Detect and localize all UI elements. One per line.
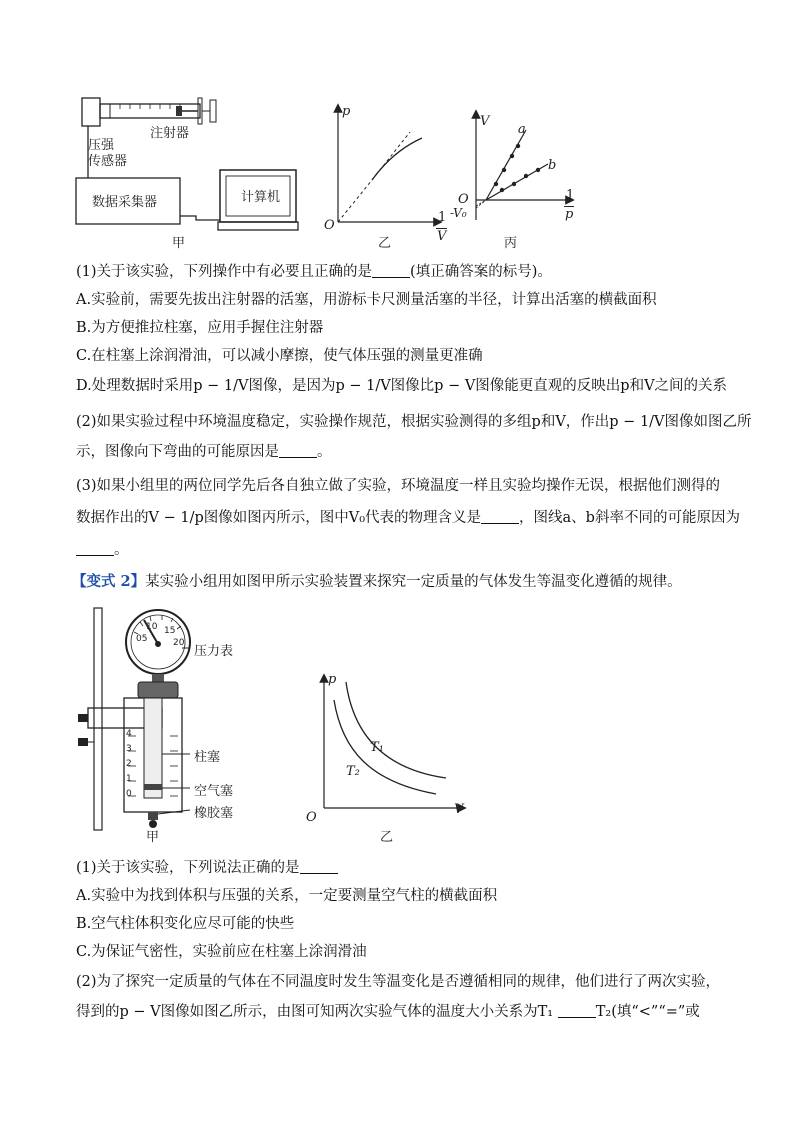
variant2-q2-line2: [76, 1002, 746, 1022]
q3-line2b: ，图线a、b斜率不同的可能原因为: [519, 510, 740, 526]
q3-line1: (3)如果小组里的两位同学先后各自独立做了实验，环境温度一样且实验均操作无误，根据他们测得的: [76, 478, 721, 494]
q3-line3: [76, 540, 746, 560]
q2-line2: [76, 442, 746, 462]
caption-variant2-jia: 甲: [146, 830, 160, 845]
q1-stem: [76, 262, 746, 282]
variant2-q1-text: (1)关于该实验，下列说法正确的是: [76, 860, 300, 876]
yi-x-axis-den: V: [437, 229, 447, 244]
dial-05: 05: [136, 634, 148, 644]
figure-jia-apparatus: [70, 92, 310, 252]
scale-2-left: 2: [126, 759, 132, 769]
q2-answer-blank: [279, 443, 317, 458]
air-label: 空气塞: [194, 784, 234, 799]
gauge-label: 压力表: [194, 644, 234, 659]
variant2-yi-v-axis: V: [454, 802, 464, 817]
caption-variant2-yi: 乙: [380, 830, 394, 845]
collector-label: 数据采集器: [92, 195, 158, 210]
q1-option-b: B.为方便推拉柱塞，应用手握住注射器: [76, 320, 324, 336]
q1-option-c: C.在柱塞上涂润滑油，可以减小摩擦，使气体压强的测量更准确: [76, 348, 483, 364]
q2-end: 。: [317, 444, 332, 460]
q1-option-a: A.实验前，需要先拔出注射器的活塞，用游标卡尺测量活塞的半径，计算出活塞的横截面积: [76, 292, 657, 308]
scale-1-left: 1: [126, 774, 132, 784]
bing-line-a-label: a: [518, 122, 526, 137]
variant2-q2-blank: [558, 1003, 596, 1018]
variant2-yi-origin: O: [306, 810, 317, 825]
variant2-option-a: A.实验中为找到体积与压强的关系，一定要测量空气柱的横截面积: [76, 888, 498, 904]
computer-label: 计算机: [241, 190, 281, 205]
bing-y-axis-label: V: [480, 114, 490, 129]
variant2-q1-blank: [300, 859, 338, 874]
bing-x-axis-den: p: [565, 207, 574, 222]
bing-line-b-label: b: [548, 158, 557, 173]
q3-line2: [76, 508, 746, 528]
variant2-q2-line2a: 得到的p − V图像如图乙所示，由图可知两次实验气体的温度大小关系为T₁: [76, 1004, 554, 1020]
q1-tail: (填正确答案的标号)。: [410, 264, 552, 280]
bing-origin: O: [458, 192, 469, 207]
yi-x-axis-num: 1: [438, 210, 447, 225]
dial-10: 10: [146, 622, 158, 632]
variant2-yi-t1: T₁: [370, 740, 384, 755]
variant2-option-c: C.为保证气密性，实验前应在柱塞上涂润滑油: [76, 944, 367, 960]
caption-jia: 甲: [172, 236, 186, 251]
bing-v0-label: -V₀: [450, 206, 467, 220]
syringe-label: 注射器: [150, 126, 190, 141]
variant2-q2-line2b: T₂(填“<”“=”或: [595, 1004, 700, 1020]
figure-variant2-jia: [74, 604, 254, 834]
bing-x-axis-num: 1: [566, 188, 575, 203]
figure-yi-p-1V: [318, 96, 448, 236]
dial-20: 20: [173, 638, 185, 648]
q3-line2a: 数据作出的V − 1/p图像如图丙所示，图中V₀代表的物理含义是: [76, 510, 482, 526]
variant2-tag: 【变式 2】: [72, 573, 146, 590]
q1-option-d: D.处理数据时采用p − 1/V图像，是因为p − 1/V图像比p − V图像能更直观的反映出p和V之间的关系: [76, 378, 728, 394]
yi-origin: O: [324, 218, 335, 233]
yi-y-axis-label: p: [342, 104, 351, 119]
variant2-q1: [76, 858, 746, 878]
variant2-intro: [72, 572, 742, 592]
dial-15: 15: [164, 626, 176, 636]
q2-line1: (2)如果实验过程中环境温度稳定，实验操作规范，根据实验测得的多组p和V，作出p − 1/V图像如图乙所: [76, 414, 752, 430]
q1-answer-blank: [372, 263, 410, 278]
variant2-yi-t2: T₂: [346, 764, 360, 779]
variant2-intro-text: 某实验小组用如图甲所示实验装置来探究一定质量的气体发生等温变化遵循的规律。: [145, 574, 682, 590]
q1-text: (1)关于该实验，下列操作中有必要且正确的是: [76, 264, 373, 280]
q3-blank-2: [76, 541, 114, 556]
variant2-yi-p-axis: p: [328, 672, 337, 687]
q3-blank-1: [481, 509, 519, 524]
plunger-label: 柱塞: [194, 750, 221, 765]
scale-4-left: 4: [126, 729, 132, 739]
variant2-option-b: B.空气柱体积变化应尽可能的快些: [76, 916, 295, 932]
q3-end: 。: [114, 542, 129, 558]
rubber-label: 橡胶塞: [194, 806, 234, 821]
scale-0-left: 0: [126, 789, 132, 799]
scale-3-left: 3: [126, 744, 132, 754]
figure-bing-V-1p: [452, 108, 582, 228]
sensor-label-line1: 压强: [88, 138, 115, 153]
variant2-q2-line1: (2)为了探究一定质量的气体在不同温度时发生等温变化是否遵循相同的规律，他们进行了两次实验，: [76, 974, 721, 990]
sensor-label-line2: 传感器: [88, 154, 128, 169]
caption-bing: 丙: [504, 236, 518, 251]
caption-yi: 乙: [378, 236, 392, 251]
q2-line2-text: 示，图像向下弯曲的可能原因是: [76, 444, 279, 460]
figure-variant2-yi-isotherms: [300, 670, 470, 820]
